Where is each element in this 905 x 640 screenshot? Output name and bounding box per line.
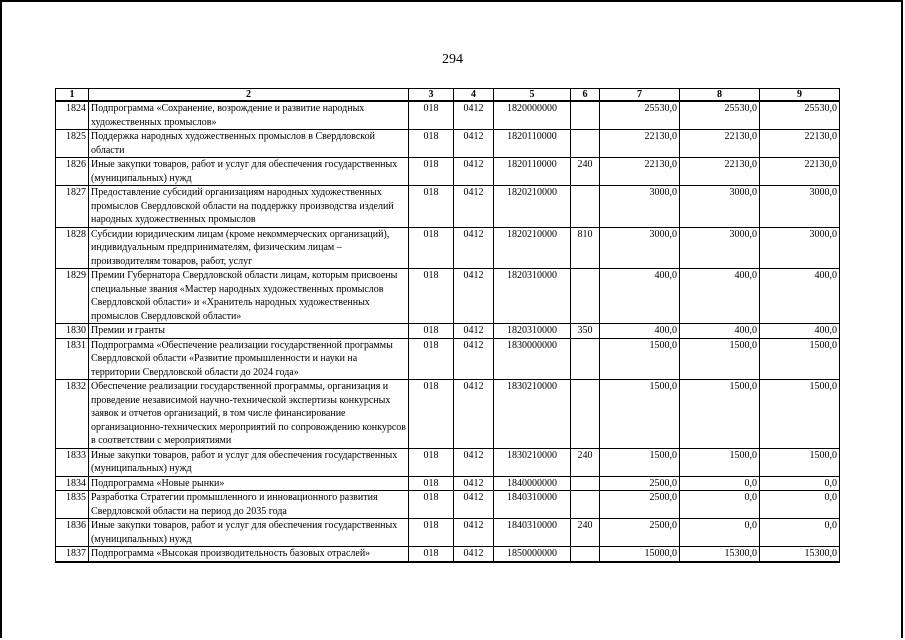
row-col-6: 240 [571,448,600,476]
row-col-9: 22130,0 [760,130,840,158]
row-number: 1834 [56,476,89,491]
row-col-9: 1500,0 [760,448,840,476]
row-col-4: 0412 [454,448,494,476]
row-col-3: 018 [409,186,454,228]
row-col-5: 1830210000 [494,380,571,449]
row-col-4: 0412 [454,491,494,519]
row-number: 1830 [56,324,89,339]
row-col-9: 15300,0 [760,547,840,562]
row-number: 1827 [56,186,89,228]
row-col-5: 1820310000 [494,269,571,324]
row-col-3: 018 [409,448,454,476]
row-name: Подпрограмма «Новые рынки» [89,476,409,491]
table-row [56,186,840,228]
row-col-6 [571,380,600,449]
row-name: Премии и гранты [89,324,409,339]
row-name: Разработка Стратегии промышленного и инновационного развития Свердловской области на период до 2035 года [89,491,409,519]
row-col-4: 0412 [454,338,494,380]
row-col-7: 2500,0 [600,476,680,491]
row-col-6: 810 [571,227,600,269]
row-number: 1835 [56,491,89,519]
row-col-6: 240 [571,519,600,547]
row-col-9: 1500,0 [760,380,840,449]
row-col-7: 3000,0 [600,227,680,269]
row-col-3: 018 [409,380,454,449]
row-col-3: 018 [409,130,454,158]
header-col-3: 3 [409,89,454,102]
table-row [56,448,840,476]
row-number: 1828 [56,227,89,269]
row-number: 1833 [56,448,89,476]
row-col-5: 1820000000 [494,101,571,130]
row-name: Подпрограмма «Сохранение, возрождение и развитие народных художественных промыслов» [89,101,409,130]
header-col-9: 9 [760,89,840,102]
table-row [56,338,840,380]
row-col-7: 400,0 [600,324,680,339]
table-row [56,158,840,186]
row-col-8: 22130,0 [680,130,760,158]
row-col-7: 2500,0 [600,519,680,547]
row-col-4: 0412 [454,519,494,547]
row-col-8: 0,0 [680,491,760,519]
row-col-4: 0412 [454,101,494,130]
row-col-8: 1500,0 [680,448,760,476]
row-col-7: 400,0 [600,269,680,324]
row-col-5: 1850000000 [494,547,571,562]
budget-table [55,88,840,563]
row-col-5: 1820310000 [494,324,571,339]
row-col-9: 0,0 [760,476,840,491]
row-col-6 [571,269,600,324]
row-col-3: 018 [409,269,454,324]
row-col-8: 1500,0 [680,380,760,449]
row-col-8: 400,0 [680,269,760,324]
row-col-7: 15000,0 [600,547,680,562]
row-col-8: 3000,0 [680,227,760,269]
row-col-7: 1500,0 [600,338,680,380]
row-col-8: 22130,0 [680,158,760,186]
header-col-1: 1 [56,89,89,102]
row-col-8: 3000,0 [680,186,760,228]
table-row [56,476,840,491]
row-col-4: 0412 [454,324,494,339]
row-name: Обеспечение реализации государственной программы, организация и проведение независимой научно-технической экспертизы конкурсных заявок и отчетов организаций, в том числе финансирование организационно-технических мероприятий по сопровождению конкурсов в соответствии с мероприятиями [89,380,409,449]
row-col-8: 1500,0 [680,338,760,380]
table-body [56,101,840,562]
row-name: Иные закупки товаров, работ и услуг для обеспечения государственных (муниципальных) нужд [89,158,409,186]
table-row [56,101,840,130]
table-header-row [56,89,840,102]
row-col-5: 1830000000 [494,338,571,380]
row-col-9: 3000,0 [760,227,840,269]
row-col-4: 0412 [454,380,494,449]
row-col-7: 2500,0 [600,491,680,519]
row-col-3: 018 [409,519,454,547]
row-name: Поддержка народных художественных промыслов в Свердловской области [89,130,409,158]
row-col-4: 0412 [454,186,494,228]
table-row [56,380,840,449]
row-col-6 [571,547,600,562]
row-col-9: 0,0 [760,519,840,547]
row-col-6: 240 [571,158,600,186]
row-col-4: 0412 [454,476,494,491]
row-col-9: 400,0 [760,269,840,324]
row-col-5: 1820210000 [494,186,571,228]
row-col-3: 018 [409,547,454,562]
table-row [56,269,840,324]
row-col-5: 1820210000 [494,227,571,269]
row-col-3: 018 [409,227,454,269]
header-col-5: 5 [494,89,571,102]
row-col-5: 1840310000 [494,519,571,547]
row-col-5: 1840310000 [494,491,571,519]
row-col-7: 1500,0 [600,448,680,476]
row-col-9: 25530,0 [760,101,840,130]
row-number: 1837 [56,547,89,562]
row-col-6 [571,338,600,380]
header-col-2: 2 [89,89,409,102]
row-col-7: 22130,0 [600,158,680,186]
row-col-5: 1830210000 [494,448,571,476]
row-col-7: 22130,0 [600,130,680,158]
row-col-4: 0412 [454,227,494,269]
table-row [56,227,840,269]
row-col-7: 1500,0 [600,380,680,449]
table-row [56,519,840,547]
row-number: 1832 [56,380,89,449]
row-name: Подпрограмма «Высокая производительность базовых отраслей» [89,547,409,562]
row-name: Иные закупки товаров, работ и услуг для обеспечения государственных (муниципальных) нужд [89,448,409,476]
row-col-8: 0,0 [680,476,760,491]
row-number: 1831 [56,338,89,380]
row-number: 1829 [56,269,89,324]
row-number: 1825 [56,130,89,158]
row-col-5: 1820110000 [494,130,571,158]
row-name: Предоставление субсидий организациям народных художественных промыслов Свердловской области на поддержку производства изделий народных художественных промыслов [89,186,409,228]
row-name: Премии Губернатора Свердловской области лицам, которым присвоены специальные звания «Мастер народных художественных промыслов Свердловской области» и «Хранитель народных художественных промыслов Свердловской области» [89,269,409,324]
row-col-3: 018 [409,101,454,130]
row-name: Иные закупки товаров, работ и услуг для обеспечения государственных (муниципальных) нужд [89,519,409,547]
header-col-6: 6 [571,89,600,102]
row-col-8: 0,0 [680,519,760,547]
row-col-8: 25530,0 [680,101,760,130]
row-number: 1824 [56,101,89,130]
row-col-6 [571,476,600,491]
row-col-6 [571,101,600,130]
row-col-9: 1500,0 [760,338,840,380]
row-name: Подпрограмма «Обеспечение реализации государственной программы Свердловской области «Развитие промышленности и науки на территории Свердловской области до 2024 года» [89,338,409,380]
row-col-5: 1820110000 [494,158,571,186]
row-col-9: 0,0 [760,491,840,519]
table-row [56,491,840,519]
table-row [56,324,840,339]
row-col-9: 400,0 [760,324,840,339]
row-col-3: 018 [409,491,454,519]
page-number: 294 [442,52,463,67]
row-col-6 [571,186,600,228]
row-col-3: 018 [409,476,454,491]
row-col-8: 400,0 [680,324,760,339]
row-col-7: 3000,0 [600,186,680,228]
row-number: 1826 [56,158,89,186]
row-col-3: 018 [409,324,454,339]
row-col-6 [571,491,600,519]
row-col-3: 018 [409,338,454,380]
row-number: 1836 [56,519,89,547]
header-col-4: 4 [454,89,494,102]
row-col-4: 0412 [454,547,494,562]
header-col-8: 8 [680,89,760,102]
row-col-6 [571,130,600,158]
row-col-7: 25530,0 [600,101,680,130]
row-name: Субсидии юридическим лицам (кроме некоммерческих организаций), индивидуальным предпринимателям, физическим лицам – производителям товаров, работ, услуг [89,227,409,269]
row-col-3: 018 [409,158,454,186]
row-col-4: 0412 [454,158,494,186]
header-col-7: 7 [600,89,680,102]
row-col-9: 3000,0 [760,186,840,228]
row-col-9: 22130,0 [760,158,840,186]
row-col-4: 0412 [454,130,494,158]
table-row [56,547,840,562]
row-col-8: 15300,0 [680,547,760,562]
table-row [56,130,840,158]
row-col-6: 350 [571,324,600,339]
row-col-5: 1840000000 [494,476,571,491]
row-col-4: 0412 [454,269,494,324]
